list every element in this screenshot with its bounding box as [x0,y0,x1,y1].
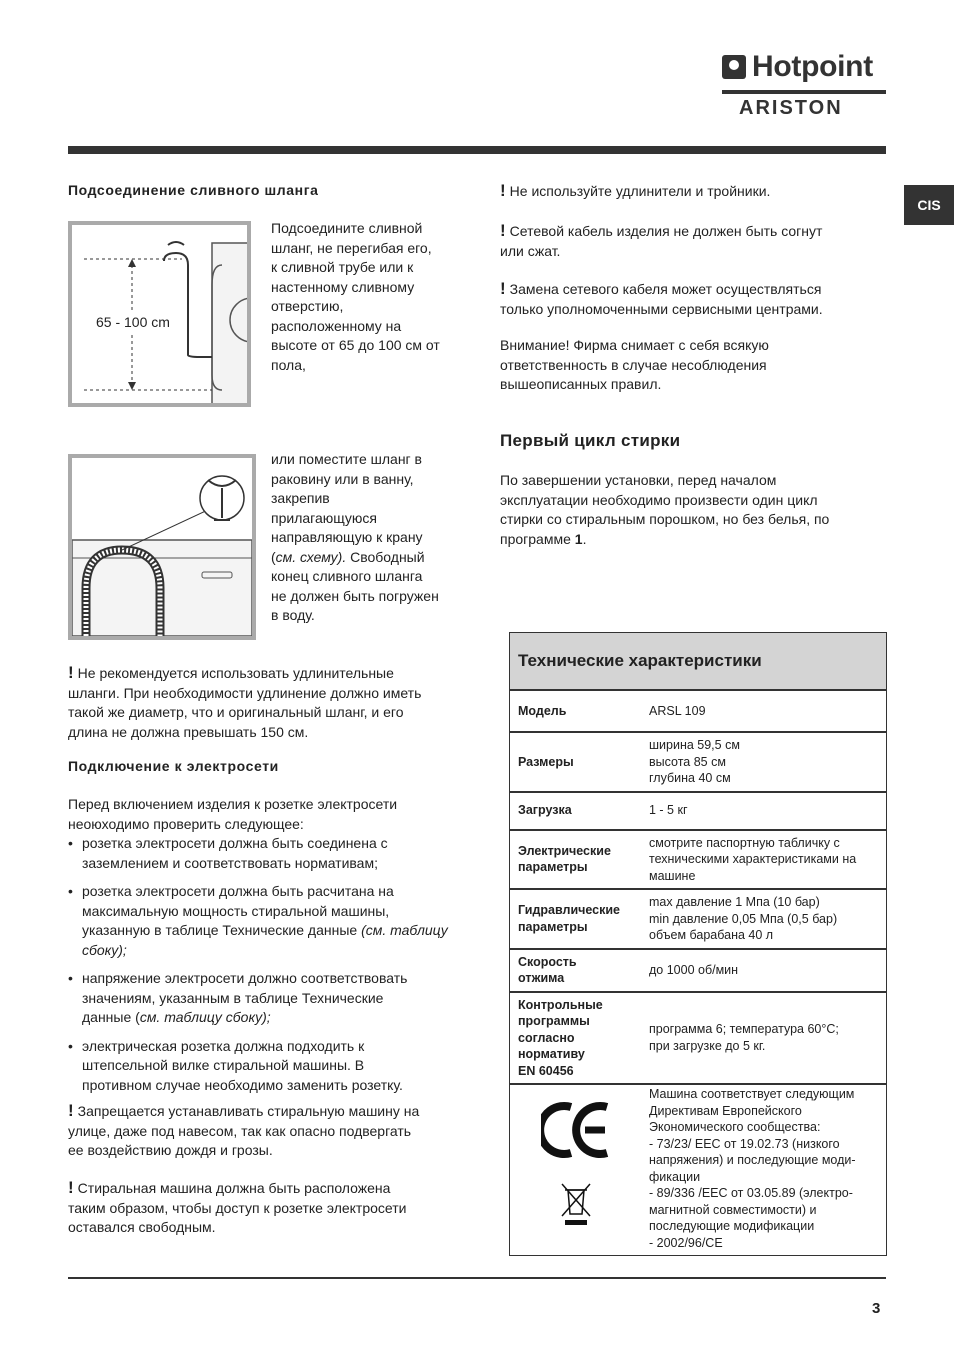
brand-logo [722,50,888,120]
table-row: Машина соответствует следующим Директивам Европейского Экономического сообщества: - 73/23/ EEC от 19.02.73 (низкого напряжения) и последующие моди- фикации - 89/336 /EEC от 03.05.89 (электро- магнитной совместимости) и последующие модификации - 2002/96/CE [510,1084,886,1255]
table-row: Контрольные программы согласно нормативу EN 60456 программа 6; температура 60°C; при загрузке до 5 кг. [510,992,886,1085]
warning-icon: ! [68,1178,74,1197]
table-row: Загрузка 1 - 5 кг [510,792,886,830]
list-item: • электрическая розетка должна подходить к штепсельной вилке стиральной машины. В противном случае необходимо заменить розетку. [68,1037,468,1096]
warning-icon: ! [500,221,506,240]
table-row: Модель ARSL 109 [510,690,886,732]
list-item: • розетка электросети должна быть соединена с заземлением и соответствовать нормативам; [68,834,468,873]
drain-height-figure [68,221,251,407]
table-row: Размеры ширина 59,5 см высота 85 см глубина 40 см [510,732,886,792]
brand-mark-icon [722,55,746,79]
attention-note: Внимание! Фирма снимает с себя всякую ответственность в случае несоблюдения вышеописанных правил. [500,337,769,392]
first-cycle-text: По завершении установки, перед началом эксплуатации необходимо произвести один цикл стирки со стиральным порошком, но без белья, по программе 1. [500,472,830,547]
height-label: 65 - 100 cm [96,314,170,330]
warning-icon: ! [500,181,506,200]
hose-heading: Подсоединение сливного шланга [68,182,319,198]
warning-access: ! Стиральная машина должна быть расположена таким образом, чтобы доступ к розетке электросети оставался свободным. [68,1178,407,1235]
warning-adapters: ! Не используйте удлинители и тройники. [500,181,771,200]
warning-icon: ! [68,1101,74,1120]
list-item: • напряжение электросети должно соответствовать значениям, указанным в таблице Технические данные (см. таблицу сбоку); [68,969,468,1028]
page-number: 3 [872,1300,881,1317]
sink-hose-figure [68,454,256,640]
first-cycle-heading: Первый цикл стирки [500,431,681,450]
warning-cable-bend: ! Сетевой кабель изделия не должен быть согнут или сжат. [500,221,823,259]
warning-icon: ! [68,663,74,682]
top-rule [68,146,886,154]
warning-cable-replace: ! Замена сетевого кабеля может осуществляться только уполномоченными сервисными центрами. [500,279,823,317]
warning-outdoor: ! Запрещается устанавливать стиральную машину на улице, даже под навесом, так как опасно подвергать ее воздействию дождя и грозы. [68,1101,420,1158]
table-row: Гидравлические параметры max давление 1 Мпа (10 бар) min давление 0,05 Мпа (0,5 бар) объем барабана 40 л [510,889,886,949]
electric-checklist [68,834,468,1104]
bottom-rule [68,1277,886,1279]
brand-name: Hotpoint [752,50,873,83]
table-row: Скорость отжима до 1000 об/мин [510,949,886,992]
hose-text-1: Подсоедините сливной шланг, не перегибая его, к сливной трубе или к настенному сливному отверстию, расположенному на высоте от 65 до 100 см от пола, [271,220,440,373]
brand-sub: ARISTON [739,97,843,119]
spec-table-title: Технические характеристики [510,633,886,690]
weee-bin-icon [559,1182,593,1226]
language-tab: CIS [904,185,954,225]
warning-icon: ! [500,279,506,298]
table-row: Электрические параметры смотрите паспортную табличку с техническими характеристиками на машине [510,830,886,890]
electric-heading: Подключение к электросети [68,758,279,774]
spec-table [509,632,887,1256]
list-item: • розетка электросети должна быть расчитана на максимальную мощность стиральной машины, указанную в таблице Технические данные (см. таблицу сбоку); [68,882,468,960]
hose-text-2: или поместите шланг в раковину или в ванну, закрепив прилагающуюся направляющую к крану (см. схему). Свободный конец сливного шланга не должен быть погружен в воду. [271,451,439,623]
warning-extension: ! Не рекомендуется использовать удлинительные шланги. При необходимости удлинение должно иметь такой же диаметр, что и оригинальный шланг, и его длина не должна превышать 150 см. [68,663,422,740]
electric-intro: Перед включением изделия к розетке электросети неоюходимо проверить следующее: [68,796,398,832]
logo-divider [722,90,886,94]
faucet-hose-icon [72,458,252,636]
ce-mark-icon [541,1099,611,1161]
